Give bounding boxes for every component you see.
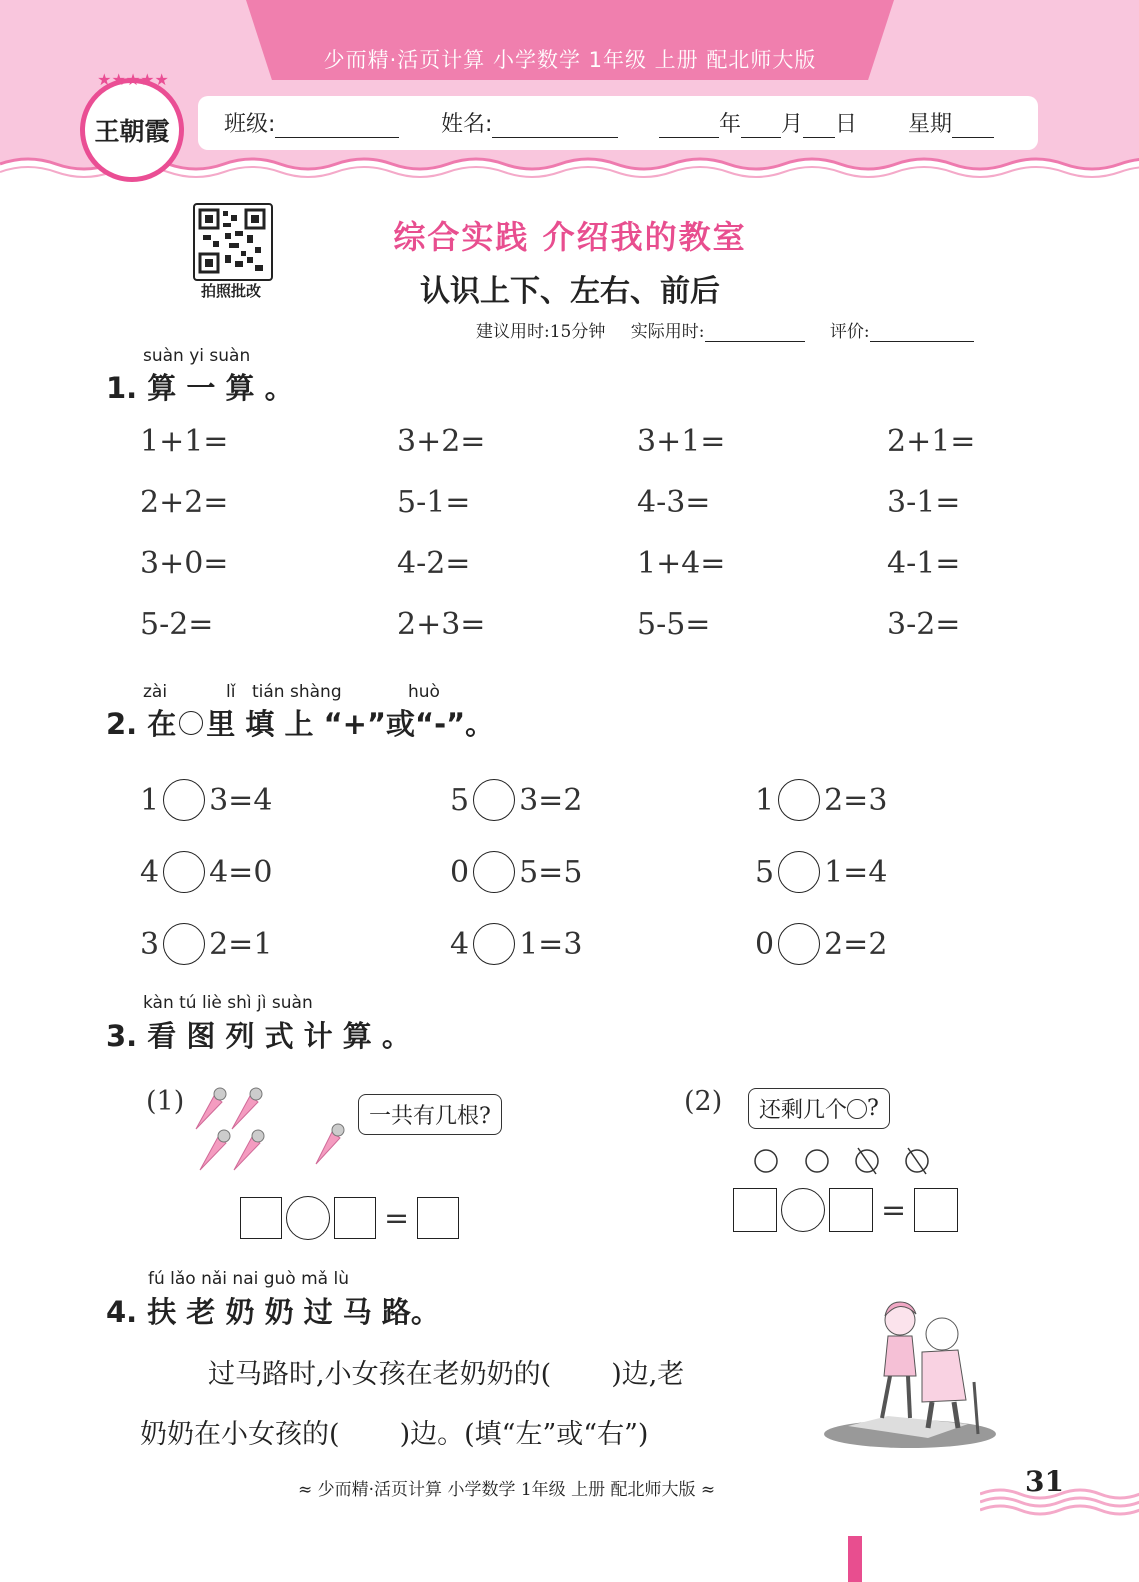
page-subtitle: 认识上下、左右、前后 bbox=[420, 274, 720, 309]
answer-circle[interactable] bbox=[473, 851, 515, 893]
date-field[interactable] bbox=[659, 107, 857, 138]
q2-row bbox=[140, 908, 1040, 980]
q1-equation[interactable]: 3+2= bbox=[397, 424, 486, 459]
answer-box[interactable] bbox=[733, 1188, 777, 1232]
operator-circle[interactable] bbox=[781, 1188, 825, 1232]
q2-right-part: 1=4 bbox=[824, 854, 888, 890]
q2-right-part: 2=1 bbox=[209, 926, 273, 962]
q2-equations bbox=[140, 764, 1040, 980]
qr-label: 拍照批改 bbox=[200, 282, 261, 300]
q1-equation[interactable]: 3-1= bbox=[887, 485, 961, 520]
class-field[interactable] bbox=[224, 107, 399, 138]
answer-circle[interactable] bbox=[473, 779, 515, 821]
circles-picture bbox=[750, 1144, 940, 1178]
q2-heading-part-b: 里 填 上 “+”或“-”。 bbox=[206, 707, 495, 741]
answer-box[interactable] bbox=[829, 1188, 873, 1232]
q1-equation[interactable]: 4-2= bbox=[397, 546, 471, 581]
q2-pinyin-huo: huò bbox=[408, 682, 440, 702]
q2-left-number: 0 bbox=[755, 926, 775, 962]
answer-circle[interactable] bbox=[163, 779, 205, 821]
q2-item bbox=[755, 836, 887, 908]
q3-heading: 3. 看 图 列 式 计 算 。 bbox=[106, 1019, 411, 1053]
q1-equation[interactable]: 5-2= bbox=[140, 607, 214, 642]
page-edge-tab bbox=[848, 1536, 862, 1582]
q2-pinyin-zai: zài bbox=[143, 682, 168, 702]
q1-row bbox=[140, 424, 1040, 485]
q4-pinyin: fú lǎo nǎi nai guò mǎ lù bbox=[148, 1269, 349, 1289]
q2-right-part: 3=4 bbox=[209, 782, 273, 818]
q2-right-part: 2=2 bbox=[824, 926, 888, 962]
timing-line bbox=[476, 317, 974, 342]
answer-box[interactable] bbox=[417, 1197, 459, 1239]
answer-circle[interactable] bbox=[163, 851, 205, 893]
answer-circle[interactable] bbox=[163, 923, 205, 965]
q4-text-line-1: 过马路时,小女孩在老奶奶的( )边,老 bbox=[208, 1359, 685, 1390]
answer-circle[interactable] bbox=[778, 779, 820, 821]
circle-icon bbox=[847, 1099, 867, 1119]
answer-circle[interactable] bbox=[473, 923, 515, 965]
q2-item bbox=[450, 908, 755, 980]
q2-heading-part-a: 2. 在 bbox=[106, 707, 177, 741]
star-icon: ★ bbox=[97, 70, 112, 89]
name-field[interactable] bbox=[441, 107, 618, 138]
q1-row bbox=[140, 485, 1040, 546]
q3-part1-label: (1) bbox=[146, 1086, 185, 1117]
star-icon: ★ bbox=[125, 70, 141, 89]
grandma-icon bbox=[922, 1318, 978, 1434]
star-icon: ★ bbox=[140, 70, 155, 89]
logo-text: 王朝霞 bbox=[94, 117, 170, 146]
carrot-icon bbox=[234, 1130, 264, 1170]
q1-equations bbox=[140, 424, 1040, 668]
q1-equation[interactable]: 2+1= bbox=[887, 424, 976, 459]
rating-label: 评价: bbox=[829, 322, 870, 342]
qr-code-icon bbox=[195, 205, 271, 279]
q3-part2-bubble-text: 还剩几个 bbox=[759, 1098, 848, 1123]
q1-pinyin: suàn yi suàn bbox=[143, 346, 251, 366]
q2-left-number: 0 bbox=[450, 854, 470, 890]
q2-left-number: 4 bbox=[140, 854, 160, 890]
carrots-picture bbox=[190, 1084, 350, 1174]
series-title: 少而精·活页计算 小学数学 1年级 上册 配北师大版 bbox=[323, 48, 817, 72]
page-number: 31 bbox=[1025, 1465, 1064, 1498]
class-label: 班级: bbox=[224, 112, 276, 137]
crossed-circle-icon bbox=[906, 1148, 928, 1174]
answer-box[interactable] bbox=[914, 1188, 958, 1232]
name-label: 姓名: bbox=[441, 112, 493, 137]
q2-left-number: 5 bbox=[450, 782, 470, 818]
star-icon: ★ bbox=[154, 70, 169, 89]
q2-item bbox=[140, 836, 450, 908]
actual-time-blank[interactable] bbox=[705, 324, 805, 342]
girl-icon bbox=[882, 1302, 916, 1418]
q2-item bbox=[450, 764, 755, 836]
q2-row bbox=[140, 764, 1040, 836]
rating-blank[interactable] bbox=[870, 324, 974, 342]
q4-heading: 4. 扶 老 奶 奶 过 马 路。 bbox=[106, 1295, 440, 1329]
equals-sign: = bbox=[881, 1192, 907, 1228]
weekday-label: 星期 bbox=[908, 112, 953, 137]
month-label: 月 bbox=[781, 112, 804, 137]
answer-circle[interactable] bbox=[778, 851, 820, 893]
q2-left-number: 5 bbox=[755, 854, 775, 890]
crossed-circle-icon bbox=[856, 1148, 878, 1174]
q1-equation[interactable]: 4-3= bbox=[637, 485, 711, 520]
q2-right-part: 5=5 bbox=[519, 854, 583, 890]
q2-left-number: 1 bbox=[140, 782, 160, 818]
q1-equation[interactable]: 2+2= bbox=[140, 485, 229, 520]
carrot-icon bbox=[196, 1088, 226, 1129]
q2-row bbox=[140, 836, 1040, 908]
q2-item bbox=[755, 764, 887, 836]
qr-code[interactable] bbox=[193, 203, 273, 281]
q1-equation[interactable]: 3+0= bbox=[140, 546, 229, 581]
q2-item bbox=[140, 764, 450, 836]
year-label: 年 bbox=[719, 112, 742, 137]
q2-item bbox=[140, 908, 450, 980]
circle-icon bbox=[755, 1150, 777, 1172]
q3-part2-answer-row bbox=[733, 1188, 958, 1232]
operator-circle[interactable] bbox=[286, 1196, 330, 1240]
carrot-icon bbox=[232, 1088, 262, 1129]
equals-sign: = bbox=[384, 1200, 410, 1236]
q1-equation[interactable]: 1+1= bbox=[140, 424, 229, 459]
star-icon: ★ bbox=[111, 70, 126, 89]
carrot-icon bbox=[316, 1124, 344, 1164]
q2-left-number: 3 bbox=[140, 926, 160, 962]
q2-left-number: 4 bbox=[450, 926, 470, 962]
q2-pinyin-tian: tián bbox=[252, 682, 285, 702]
q1-heading: 1. 算 一 算 。 bbox=[106, 371, 294, 405]
q2-left-number: 1 bbox=[755, 782, 775, 818]
q1-row bbox=[140, 607, 1040, 668]
q1-equation[interactable]: 1+4= bbox=[637, 546, 726, 581]
page-title: 综合实践 介绍我的教室 bbox=[393, 218, 747, 256]
day-label: 日 bbox=[835, 112, 858, 137]
girl-helping-grandma-picture bbox=[818, 1296, 998, 1456]
q3-part2-speech-bubble bbox=[748, 1088, 890, 1129]
q1-equation[interactable]: 3-2= bbox=[887, 607, 961, 642]
circle-icon bbox=[806, 1150, 828, 1172]
q3-part2-label: (2) bbox=[684, 1086, 723, 1117]
q2-item bbox=[450, 836, 755, 908]
circle-icon bbox=[179, 711, 203, 735]
q3-part1-answer-row bbox=[240, 1196, 459, 1240]
q3-part1-speech-bubble: 一共有几根? bbox=[358, 1094, 502, 1135]
q1-equation[interactable]: 3+1= bbox=[637, 424, 726, 459]
logo-stars bbox=[88, 70, 178, 89]
q3-part2-bubble-q: ? bbox=[867, 1096, 879, 1121]
answer-box[interactable] bbox=[240, 1197, 282, 1239]
q2-right-part: 4=0 bbox=[209, 854, 273, 890]
answer-box[interactable] bbox=[334, 1197, 376, 1239]
q2-pinyin-shang: shàng bbox=[290, 682, 342, 702]
weekday-field[interactable] bbox=[908, 107, 994, 138]
q3-pinyin: kàn tú liè shì jì suàn bbox=[143, 993, 313, 1013]
q1-equation[interactable]: 5-1= bbox=[397, 485, 471, 520]
q2-right-part: 2=3 bbox=[824, 782, 888, 818]
q2-right-part: 1=3 bbox=[519, 926, 583, 962]
q2-pinyin-li: lǐ bbox=[226, 682, 236, 702]
q1-equation[interactable]: 4-1= bbox=[887, 546, 961, 581]
footer-series-title: ≈ 少而精·活页计算 小学数学 1年级 上册 配北师大版 ≈ bbox=[298, 1480, 716, 1500]
q2-right-part: 3=2 bbox=[519, 782, 583, 818]
q1-equation[interactable]: 2+3= bbox=[397, 607, 486, 642]
suggested-time: 建议用时:15分钟 bbox=[476, 322, 606, 342]
answer-circle[interactable] bbox=[778, 923, 820, 965]
q2-heading bbox=[106, 702, 494, 743]
carrot-icon bbox=[200, 1130, 230, 1170]
q4-text-line-2: 奶奶在小女孩的( )边。(填“左”或“右”) bbox=[140, 1419, 649, 1450]
actual-time-label: 实际用时: bbox=[630, 322, 705, 342]
q2-item bbox=[755, 908, 887, 980]
q1-row bbox=[140, 546, 1040, 607]
q1-equation[interactable]: 5-5= bbox=[637, 607, 711, 642]
